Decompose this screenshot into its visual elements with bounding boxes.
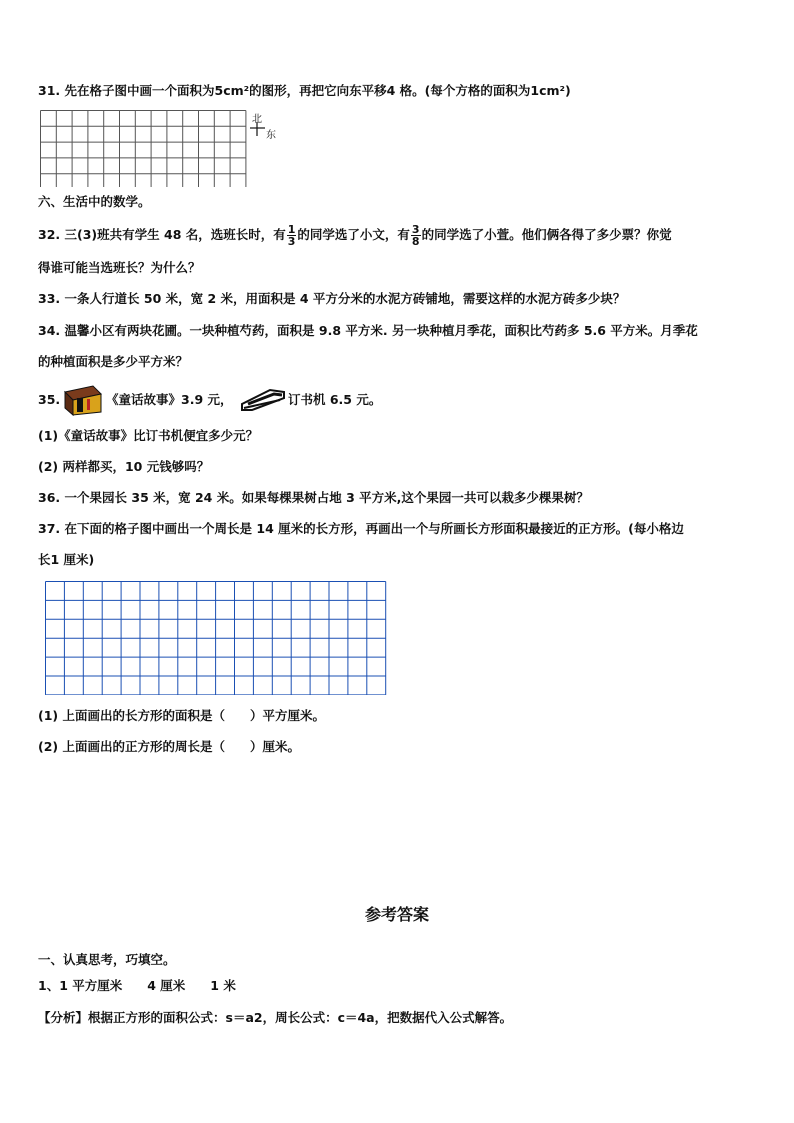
q34-text: 温馨小区有两块花圃。一块种植芍药，面积是 9.8 平方米. 另一块种植月季花，面积比芍药多 5.6 平方米。月季花 [64,323,698,338]
q35-stapler-text: 订书机 6.5 元。 [288,392,382,407]
frac1-denominator: 3 [287,235,296,248]
q36-text: 一个果园长 35 米，宽 24 米。如果每棵果树占地 3 平方米,这个果园一共可以栽多少棵果树？ [64,490,589,505]
answer-analysis: 【分析】根据正方形的面积公式：s＝a2，周长公式：c＝4a，把数据代入公式解答。 [38,1010,513,1025]
q32-fraction-2 [411,224,421,247]
q35-book-text: 《童话故事》3.9 元， [106,392,233,407]
stapler-icon [240,386,286,415]
compass-cross-icon [250,122,266,136]
q37-sub1: (1) 上面画出的长方形的面积是（ ）平方厘米。 [38,708,325,723]
answer-1: 1、1 平方厘米 4 厘米 1 米 [38,978,236,993]
q32-number: 32. [38,227,61,242]
q37-line2: 长1 厘米) [38,552,95,567]
q33-number: 33. [38,291,61,306]
q33-text: 一条人行道长 50 米，宽 2 米，用面积是 4 平方分米的水泥方砖铺地，需要这样的水泥方砖多少块？ [64,291,626,306]
q32-line1 [38,224,672,247]
q32-part3: 的同学选了小萱。他们俩各得了多少票？你觉 [421,227,672,242]
frac2-denominator: 8 [411,235,420,248]
frac2-numerator: 3 [411,223,420,236]
q32-part1: 三(3)班共有学生 48 名，选班长时，有 [64,227,286,242]
q37-line1 [38,521,684,537]
section6-title: 六、生活中的数学。 [38,194,151,209]
answers-title: 参考答案 [364,905,429,924]
q35-sub1: (1)《童话故事》比订书机便宜多少元？ [38,428,259,443]
q34-number: 34. [38,323,61,338]
q33-line [38,291,625,307]
compass-north-label: 北 [252,114,262,125]
compass-east-label: 东 [266,130,276,141]
q32-fraction-1 [287,224,297,247]
q35-number: 35. [38,392,61,407]
q32-part2: 的同学选了小文，有 [297,227,410,242]
frac1-numerator: 1 [287,223,296,236]
q31-line [38,83,571,99]
q34-line1 [38,323,698,339]
q37-grid[interactable] [45,581,387,695]
q36-line [38,490,589,506]
q37-sub2: (2) 上面画出的正方形的周长是（ ）厘米。 [38,739,300,754]
q31-grid[interactable] [40,110,248,187]
q31-number: 31. [38,83,61,98]
q36-number: 36. [38,490,61,505]
q37-text: 在下面的格子图中画出一个周长是 14 厘米的长方形，再画出一个与所画长方形面积最接近的正方形。(每小格边 [64,521,684,536]
book-icon [63,384,103,419]
q35-sub2: (2) 两样都买，10 元钱够吗？ [38,459,210,474]
q32-line2: 得谁可能当选班长？为什么？ [38,260,201,275]
q34-line2: 的种植面积是多少平方米？ [38,354,189,369]
q31-text: 先在格子图中画一个面积为5cm²的图形，再把它向东平移4 格。(每个方格的面积为1cm²) [64,83,571,98]
q37-number: 37. [38,521,61,536]
answers-section1: 一、认真思考，巧填空。 [38,952,176,967]
